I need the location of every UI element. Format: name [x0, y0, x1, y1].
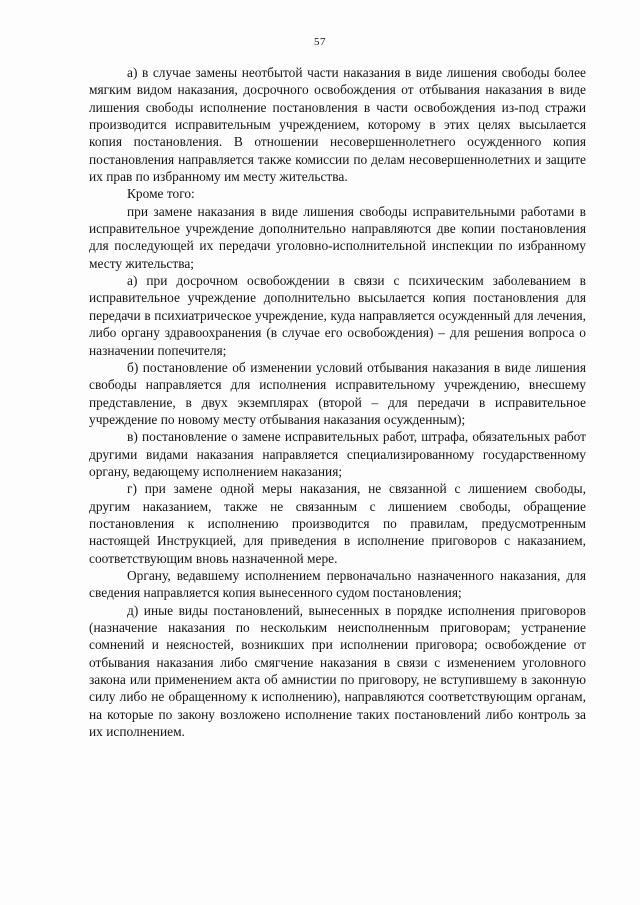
page-number: 57: [314, 36, 326, 48]
paragraph-item-b-change-conditions: б) постановление об изменении условий отбывания наказания в виде лишения свободы направляется для исполнения исправительному учреждению, внесшему представление, в двух экземплярах (второй – для передачи в исправительное учреждение по новому месту отбывания наказания осужденным);: [89, 359, 586, 427]
paragraph-in-addition: Кроме того:: [127, 186, 195, 202]
paragraph-item-g-non-custodial: г) при замене одной меры наказания, не связанной с лишением свободы, другим наказанием, также не связанным с лишением свободы, обращение постановления к исполнению производится по правилам, предусмотренным настоящей Инструкцией, для приведения в исполнение приговоров с наказанием, соответствующим вновь назначенной мере.: [89, 481, 586, 566]
paragraph-correctional-work: при замене наказания в виде лишения свободы исправительными работами в исправительное учреждение дополнительно направляются две копии постановления для последующей их передачи уголовно-исполнительной инспекции по избранному месту жительства;: [89, 203, 586, 271]
paragraph-item-v-replacement: в) постановление о замене исправительных работ, штрафа, обязательных работ другими видами наказания направляется специализированному государственному органу, ведающему исполнением наказания;: [89, 429, 586, 479]
paragraph-release-from-custody: а) в случае замены неотбытой части наказания в виде лишения свободы более мягким видом наказания, досрочного освобождения от отбывания наказания в виде лишения свободы исполнение постановления в части освобождения из-под стражи производится исправительным учреждением, которому в этих целях высылается копия постановления. В отношении несовершеннолетнего осужденного копия постановления направляется также комиссии по делам несовершеннолетних и защите их прав по избранному им месту жительства.: [89, 65, 586, 185]
paragraph-item-a-mental-illness: а) при досрочном освобождении в связи с психическим заболеванием в исправительное учреждение дополнительно высылается копия постановления для передачи в психиатрическое учреждение, куда направляется осужденный для лечения, либо органу здравоохранения (в случае его освобождения) – для решения вопроса о назначении попечителя;: [89, 273, 586, 358]
paragraph-original-authority: Органу, ведавшему исполнением первоначально назначенного наказания, для сведения направляется копия вынесенного судом постановления;: [89, 567, 586, 601]
paragraph-item-d-other-rulings: д) иные виды постановлений, вынесенных в порядке исполнения приговоров (назначение наказания по нескольким неисполненным приговорам; устранение сомнений и неясностей, возникших при исполнении приговора; освобождение от отбывания наказания либо смягчение наказания в связи с изменением уголовного закона или применением акта об амнистии по приговору, не вступившему в законную силу либо не обращенному к исполнению), направляются соответствующим органам, на которые по закону возложено исполнение таких постановлений либо контроль за их исполнением.: [89, 602, 586, 740]
page-body: [89, 64, 586, 740]
